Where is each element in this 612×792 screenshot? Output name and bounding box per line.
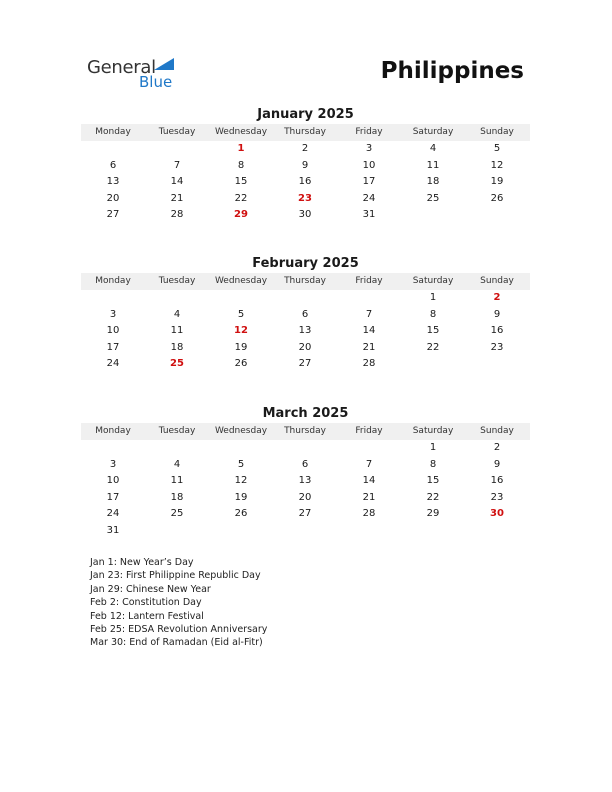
day-cell: 8: [429, 458, 437, 470]
day-cell: 16: [490, 325, 504, 337]
empty-day-cell: [401, 207, 465, 224]
day-cell: 11: [426, 159, 440, 171]
day-cell: 5: [493, 143, 501, 154]
day-cell: 2: [493, 442, 501, 453]
day-cell: 21: [362, 491, 376, 503]
empty-day-cell: [337, 290, 401, 307]
weekday-label: Monday: [95, 426, 131, 436]
holiday-item: Jan 29: Chinese New Year: [90, 583, 211, 595]
day-cell: 22: [426, 341, 440, 353]
holiday-item: Feb 12: Lantern Festival: [90, 610, 204, 622]
week-row: [81, 356, 530, 373]
holiday-day-cell: 12: [234, 325, 248, 337]
day-cell: 13: [106, 176, 120, 188]
day-cell: 10: [106, 325, 120, 337]
day-cell: 9: [301, 159, 309, 171]
weekday-label: Sunday: [480, 127, 514, 137]
day-cell: 1: [429, 442, 437, 453]
day-cell: 8: [429, 308, 437, 320]
weekday-label: Sunday: [480, 276, 514, 286]
day-cell: 15: [426, 325, 440, 337]
weekday-label: Tuesday: [158, 276, 196, 286]
country-title: Philippines: [380, 58, 524, 84]
empty-day-cell: [465, 207, 529, 224]
day-cell: 19: [234, 491, 248, 503]
empty-day-cell: [273, 523, 337, 540]
day-cell: 28: [362, 508, 376, 520]
month-title: March 2025: [262, 406, 349, 421]
day-cell: 20: [298, 491, 312, 503]
holiday-day-cell: 23: [298, 192, 312, 204]
day-cell: 4: [429, 143, 437, 154]
empty-day-cell: [209, 290, 273, 307]
week-row: [81, 340, 530, 357]
weekday-label: Tuesday: [158, 426, 196, 436]
weekday-label: Friday: [355, 127, 383, 137]
day-cell: 11: [170, 325, 184, 337]
day-cell: 11: [170, 475, 184, 487]
week-row: [81, 158, 530, 175]
day-cell: 31: [362, 209, 376, 221]
day-cell: 6: [301, 458, 309, 470]
day-cell: 19: [234, 341, 248, 353]
day-cell: 4: [173, 458, 181, 470]
empty-day-cell: [209, 523, 273, 540]
day-cell: 13: [298, 325, 312, 337]
empty-day-cell: [145, 141, 209, 158]
week-row: [81, 523, 530, 540]
weekday-label: Wednesday: [214, 276, 268, 286]
day-cell: 24: [106, 358, 120, 370]
day-cell: 6: [301, 308, 309, 320]
day-cell: 18: [170, 491, 184, 503]
day-cell: 31: [106, 524, 120, 536]
day-cell: 3: [109, 308, 117, 320]
week-row: [81, 457, 530, 474]
day-cell: 20: [106, 192, 120, 204]
empty-day-cell: [81, 290, 145, 307]
weekday-label: Thursday: [284, 127, 326, 137]
week-row: [81, 440, 530, 457]
weekday-label: Friday: [355, 426, 383, 436]
logo-text-general: General: [87, 57, 156, 78]
week-row: [81, 191, 530, 208]
day-cell: 24: [362, 192, 376, 204]
empty-day-cell: [465, 523, 529, 540]
day-cell: 24: [106, 508, 120, 520]
empty-day-cell: [81, 440, 145, 457]
month-title: February 2025: [252, 256, 359, 271]
day-cell: 21: [170, 192, 184, 204]
day-cell: 17: [362, 176, 376, 188]
day-cell: 27: [298, 358, 312, 370]
weekday-header-row: [81, 273, 530, 290]
day-cell: 28: [170, 209, 184, 221]
week-row: [81, 506, 530, 523]
holiday-item: Jan 23: First Philippine Republic Day: [90, 570, 261, 582]
holiday-item: Feb 2: Constitution Day: [90, 597, 202, 609]
empty-day-cell: [337, 440, 401, 457]
weekday-label: Friday: [355, 276, 383, 286]
holiday-item: Feb 25: EDSA Revolution Anniversary: [90, 624, 268, 636]
day-cell: 5: [237, 308, 245, 320]
day-cell: 25: [170, 508, 184, 520]
week-row: [81, 174, 530, 191]
weekday-label: Wednesday: [214, 426, 268, 436]
week-row: [81, 307, 530, 324]
day-cell: 18: [170, 341, 184, 353]
weekday-label: Thursday: [284, 426, 326, 436]
week-row: [81, 141, 530, 158]
day-cell: 17: [106, 341, 120, 353]
day-cell: 26: [234, 508, 248, 520]
empty-day-cell: [145, 290, 209, 307]
holiday-day-cell: 30: [490, 508, 504, 520]
weekday-label: Tuesday: [158, 127, 196, 137]
day-cell: 22: [426, 491, 440, 503]
day-cell: 26: [234, 358, 248, 370]
day-cell: 14: [170, 176, 184, 188]
day-cell: 25: [426, 192, 440, 204]
day-cell: 30: [298, 209, 312, 221]
empty-day-cell: [145, 440, 209, 457]
day-cell: 26: [490, 192, 504, 204]
day-cell: 9: [493, 458, 501, 470]
day-cell: 12: [234, 475, 248, 487]
logo-text-blue: Blue: [139, 73, 173, 91]
empty-day-cell: [273, 290, 337, 307]
day-cell: 27: [106, 209, 120, 221]
day-cell: 23: [490, 341, 504, 353]
day-cell: 9: [493, 308, 501, 320]
day-cell: 15: [234, 176, 248, 188]
empty-day-cell: [401, 356, 465, 373]
day-cell: 3: [365, 143, 373, 154]
week-row: [81, 207, 530, 224]
week-row: [81, 290, 530, 307]
holiday-item: Mar 30: End of Ramadan (Eid al-Fitr): [90, 637, 263, 649]
day-cell: 2: [301, 143, 309, 154]
day-cell: 16: [298, 176, 312, 188]
empty-day-cell: [145, 523, 209, 540]
day-cell: 1: [429, 292, 437, 303]
weekday-label: Saturday: [412, 127, 454, 137]
weekday-header-row: [81, 423, 530, 440]
day-cell: 6: [109, 159, 117, 171]
day-cell: 21: [362, 341, 376, 353]
day-cell: 23: [490, 491, 504, 503]
logo-triangle-icon: [154, 58, 174, 70]
weekday-label: Thursday: [284, 276, 326, 286]
day-cell: 28: [362, 358, 376, 370]
day-cell: 7: [173, 159, 181, 171]
empty-day-cell: [81, 141, 145, 158]
day-cell: 16: [490, 475, 504, 487]
holiday-day-cell: 29: [234, 209, 248, 221]
holiday-list: [90, 556, 267, 650]
holiday-day-cell: 25: [170, 358, 184, 370]
day-cell: 8: [237, 159, 245, 171]
day-cell: 20: [298, 341, 312, 353]
day-cell: 14: [362, 475, 376, 487]
day-cell: 12: [490, 159, 504, 171]
day-cell: 13: [298, 475, 312, 487]
day-cell: 5: [237, 458, 245, 470]
empty-day-cell: [273, 440, 337, 457]
weekday-label: Monday: [95, 276, 131, 286]
day-cell: 10: [362, 159, 376, 171]
month-january: [81, 107, 530, 224]
day-cell: 29: [426, 508, 440, 520]
day-cell: 4: [173, 308, 181, 320]
day-cell: 7: [365, 458, 373, 470]
month-february: [81, 256, 530, 373]
holiday-item: Jan 1: New Year’s Day: [90, 557, 194, 568]
weekday-label: Sunday: [480, 426, 514, 436]
day-cell: 22: [234, 192, 248, 204]
empty-day-cell: [465, 356, 529, 373]
day-cell: 7: [365, 308, 373, 320]
empty-day-cell: [337, 523, 401, 540]
weekday-label: Saturday: [412, 426, 454, 436]
month-title: January 2025: [257, 107, 354, 122]
holiday-day-cell: 2: [493, 292, 501, 303]
weekday-label: Monday: [95, 127, 131, 137]
weekday-label: Wednesday: [214, 127, 268, 137]
day-cell: 27: [298, 508, 312, 520]
weekday-label: Saturday: [412, 276, 454, 286]
week-row: [81, 323, 530, 340]
day-cell: 18: [426, 176, 440, 188]
day-cell: 14: [362, 325, 376, 337]
holiday-day-cell: 1: [237, 143, 245, 154]
day-cell: 10: [106, 475, 120, 487]
weekday-header-row: [81, 124, 530, 141]
logo: [86, 54, 196, 94]
day-cell: 17: [106, 491, 120, 503]
week-row: [81, 473, 530, 490]
month-march: [81, 406, 530, 540]
day-cell: 3: [109, 458, 117, 470]
empty-day-cell: [209, 440, 273, 457]
day-cell: 19: [490, 176, 504, 188]
empty-day-cell: [401, 523, 465, 540]
day-cell: 15: [426, 475, 440, 487]
week-row: [81, 490, 530, 507]
